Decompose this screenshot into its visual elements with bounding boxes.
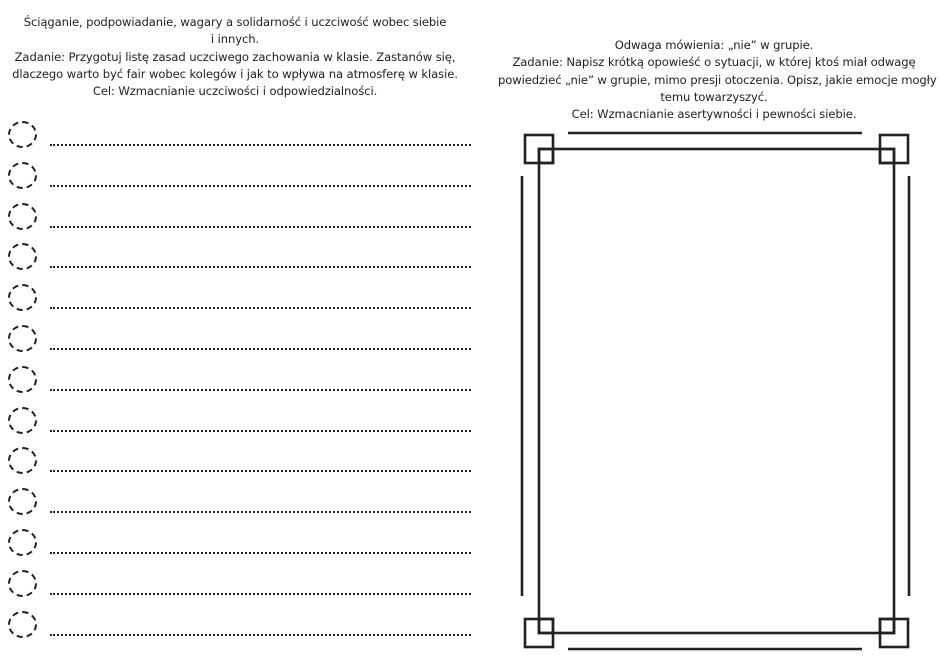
left-task-line-1: Zadanie: Przygotuj listę zasad uczciwego zachowania w klasie. Zastanów się, <box>14 49 456 64</box>
right-task-line-2: powiedzieć „nie” w grupie, mimo presji otoczenia. Opisz, jakie emocje mogły <box>498 72 937 87</box>
right-goal-line: Cel: Wzmacnianie asertywności i pewności siebie. <box>571 107 857 122</box>
frame-corner-bottom-right-inner <box>880 619 894 633</box>
writing-line[interactable] <box>50 144 471 146</box>
checkbox-circle[interactable] <box>8 570 37 597</box>
list-row <box>0 488 480 518</box>
list-row <box>0 121 480 151</box>
checkbox-circle[interactable] <box>8 407 37 434</box>
checkbox-circle[interactable] <box>8 488 37 515</box>
checkbox-circle[interactable] <box>8 611 37 638</box>
writing-line[interactable] <box>50 511 471 513</box>
frame-inner-border <box>539 149 894 633</box>
checkbox-circle[interactable] <box>8 243 37 270</box>
left-instructions <box>0 14 470 100</box>
list-row <box>0 162 480 192</box>
checkbox-circle[interactable] <box>8 447 37 474</box>
left-title-line-2: i innych. <box>210 32 260 47</box>
writing-line[interactable] <box>50 593 471 595</box>
writing-line[interactable] <box>50 552 471 554</box>
writing-line[interactable] <box>50 185 471 187</box>
list-row <box>0 611 480 641</box>
writing-line[interactable] <box>50 634 471 636</box>
frame-corner-top-right-inner <box>880 149 894 163</box>
writing-line[interactable] <box>50 430 471 432</box>
writing-line[interactable] <box>50 389 471 391</box>
left-title-line-1: Ściąganie, podpowiadanie, wagary a solidarność i uczciwość wobec siebie <box>23 15 447 29</box>
right-task-line-3: temu towarzyszyć. <box>660 89 768 104</box>
list-row <box>0 243 480 273</box>
left-goal-line: Cel: Wzmacnianie uczciwości i odpowiedzialności. <box>92 84 378 99</box>
checkbox-circle[interactable] <box>8 162 37 189</box>
list-row <box>0 325 480 355</box>
checkbox-circle[interactable] <box>8 121 37 148</box>
list-row <box>0 447 480 477</box>
checkbox-circle[interactable] <box>8 284 37 311</box>
list-row <box>0 570 480 600</box>
writing-line[interactable] <box>50 348 471 350</box>
writing-line[interactable] <box>50 470 471 472</box>
right-task-line-1: Zadanie: Napisz krótką opowieść o sytuacji, w której ktoś miał odwagę <box>512 55 916 70</box>
checkbox-circle[interactable] <box>8 325 37 352</box>
list-row <box>0 366 480 396</box>
checkbox-circle[interactable] <box>8 366 37 393</box>
list-row <box>0 529 480 559</box>
right-title-line: Odwaga mówienia: „nie” w grupie. <box>614 38 814 52</box>
checkbox-circle[interactable] <box>8 529 37 556</box>
right-instructions <box>498 37 937 123</box>
frame-corner-top-left-inner <box>539 149 553 163</box>
story-frame[interactable] <box>520 130 912 652</box>
left-task-line-2: dlaczego warto być fair wobec kolegów i jak to wpływa na atmosferę w klasie. <box>12 66 458 81</box>
writing-line[interactable] <box>50 226 471 228</box>
list-row <box>0 407 480 437</box>
checkbox-circle[interactable] <box>8 203 37 230</box>
writing-line[interactable] <box>50 266 471 268</box>
frame-corner-bottom-left-inner <box>539 619 553 633</box>
list-row <box>0 203 480 233</box>
list-row <box>0 284 480 314</box>
writing-line[interactable] <box>50 307 471 309</box>
